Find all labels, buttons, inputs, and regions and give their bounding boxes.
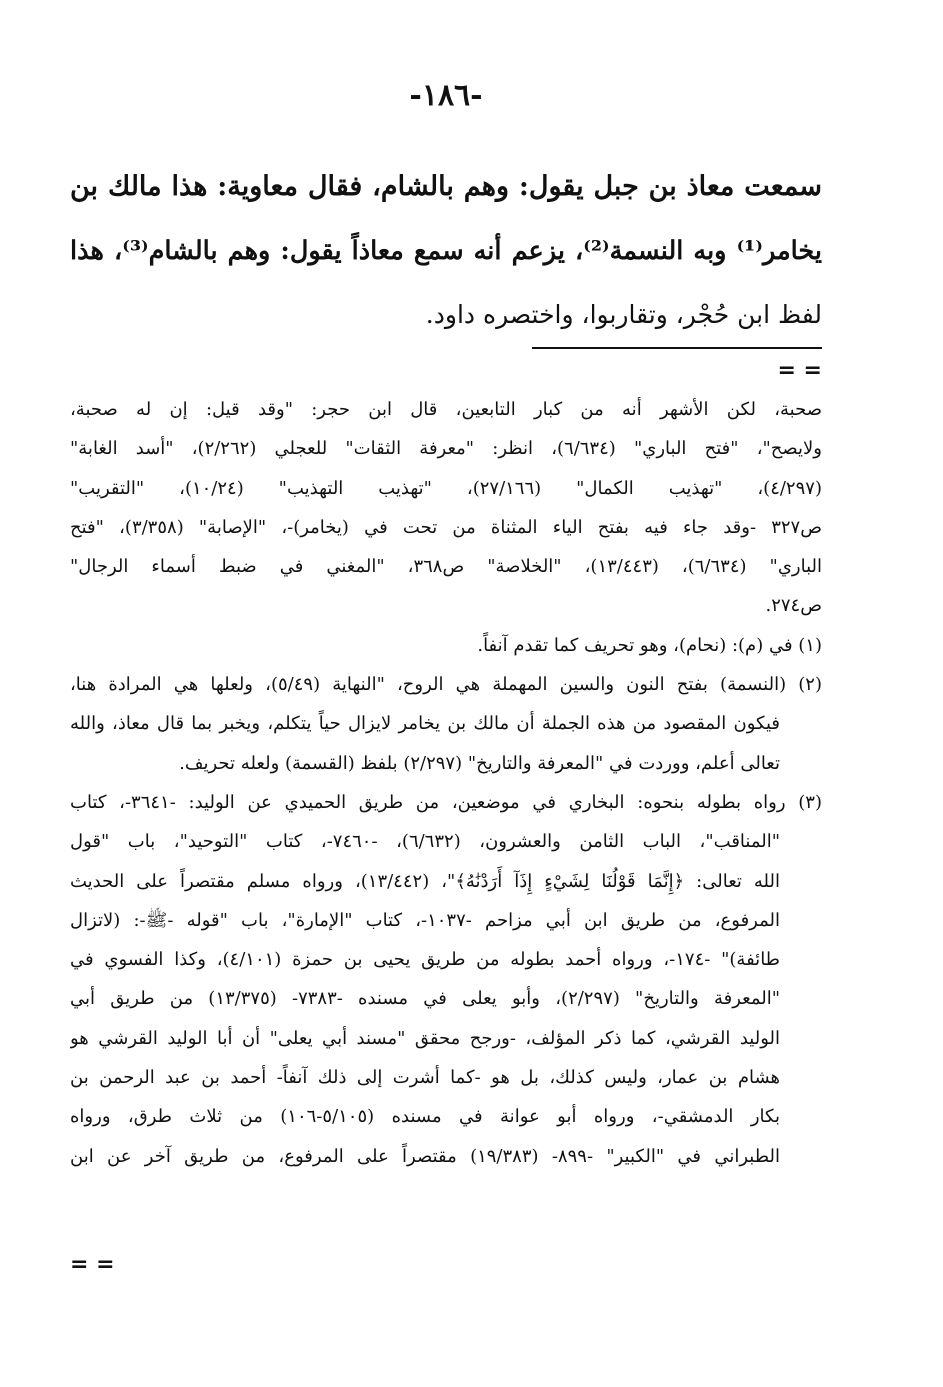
footnote-line: الله تعالى: ﴿إِنَّمَا قَوْلُنَا لِشَيْءٍ إِذَآ أَرَدْنَٰهُ﴾"، (١٣/٤٤٢)، ورواه مسلم مقتصراً على الحديث (70, 870, 781, 892)
footnote-line: المرفوع، من طريق ابن أبي مزاحم -١٠٣٧-، كتاب "الإمارة"، باب "قوله -ﷺ-: (لاتزال (70, 909, 780, 931)
footnotes (70, 390, 822, 1176)
footnote-line: ص٣٢٧ -وقد جاء فيه بفتح الياء المثناة من تحت في (يخامر)-، "الإصابة" (٣/٣٥٨)، "فتح (70, 516, 822, 538)
main-line: سمعت معاذ بن جبل يقول: وهم بالشام، فقال معاوية: هذا مالك بن (70, 171, 822, 202)
continuation-marker-top: = = (777, 358, 822, 383)
footnote-line: طائفة)" -١٧٤-، ورواه أحمد بطوله من طريق يحيى بن حمزة (٤/١٠١)، وكذا الفسوي في (70, 949, 781, 971)
footnote-line: فيكون المقصود من هذه الجملة أن مالك بن يخامر لايزال حياً يتكلم، ويخبر بما قال معاذ، والله (70, 713, 780, 735)
footnote-line: تعالى أعلم، ووردت في "المعرفة والتاريخ" (٢/٢٩٧) بلفظ (القسمة) ولعله تحريف. (179, 752, 780, 774)
footnote-line: الوليد القرشي، كما ذكر المؤلف، -ورجح محقق "مسند أبي يعلى" أن أبا الوليد القرشي هو (70, 1027, 780, 1049)
footnote-1: (١) في (م): (نحام)، وهو تحريف كما تقدم آنفاً. (477, 634, 822, 656)
footnote-3: (٣) رواه بطوله بنحوه: البخاري في موضعين، من طريق الحميدي عن الوليد: -٣٦٤١-، كتاب (70, 791, 822, 813)
footnote-line: صحبة، لكن الأشهر أنه من كبار التابعين، قال ابن حجر: "وقد قيل: إن له صحبة، (70, 399, 822, 420)
main-line: لفظ ابن حُجْر، وتقاربوا، واختصره داود. (425, 300, 822, 329)
footnote-line: ص٢٧٤. (765, 595, 822, 617)
continuation-marker-bottom: = = (70, 1252, 115, 1277)
footnote-line: "المناقب"، الباب الثامن والعشرون، (٦/٦٣٢)، -٧٤٦٠-، كتاب "التوحيد"، باب "قول (70, 831, 781, 853)
footnote-separator (532, 347, 822, 349)
footnote-line: (٤/٢٩٧)، "تهذيب الكمال" (٢٧/١٦٦)، "تهذيب التهذيب" (١٠/٢٤)، "التقريب" (70, 477, 822, 499)
book-page (70, 0, 822, 1387)
footnote-line: بكار الدمشقي-، ورواه أبو عوانة في مسنده (٥/١٠٥-١٠٦) من ثلاث طرق، ورواه (70, 1106, 780, 1128)
footnote-line: "المعرفة والتاريخ" (٢/٢٩٧)، وأبو يعلى في مسنده -٧٣٨٣- (١٣/٣٧٥) من طريق أبي (70, 988, 781, 1010)
footnote-line: الباري" (٦/٦٣٤)، (١٣/٤٤٣)، "الخلاصة" ص٣٦٨، "المغني في ضبط أسماء الرجال" (70, 556, 822, 578)
main-line: يخامر⁽¹⁾ وبه النسمة⁽²⁾، يزعم أنه سمع معاذاً يقول: وهم بالشام⁽³⁾، هذا (70, 236, 822, 266)
footnote-line: ولايصح"، "فتح الباري" (٦/٦٣٤)، انظر: "معرفة الثقات" للعجلي (٢/٢٦٢)، "أسد الغابة" (70, 438, 822, 460)
page-number: -١٨٦- (409, 78, 483, 113)
footnote-line: هشام بن عمار، وليس كذلك، بل هو -كما أشرت إلى ذلك آنفاً- أحمد بن عبد الرحمن بن (70, 1067, 780, 1089)
main-text (70, 155, 822, 347)
footnote-2: (٢) (النسمة) بفتح النون والسين المهملة هي الروح، "النهاية (٥/٤٩)، ولعلها هي المرادة هنا، (70, 674, 822, 696)
footnote-line: الطبراني في "الكبير" -٨٩٩- (١٩/٣٨٣) مقتصراً على المرفوع، من طريق آخر عن ابن (70, 1145, 780, 1167)
